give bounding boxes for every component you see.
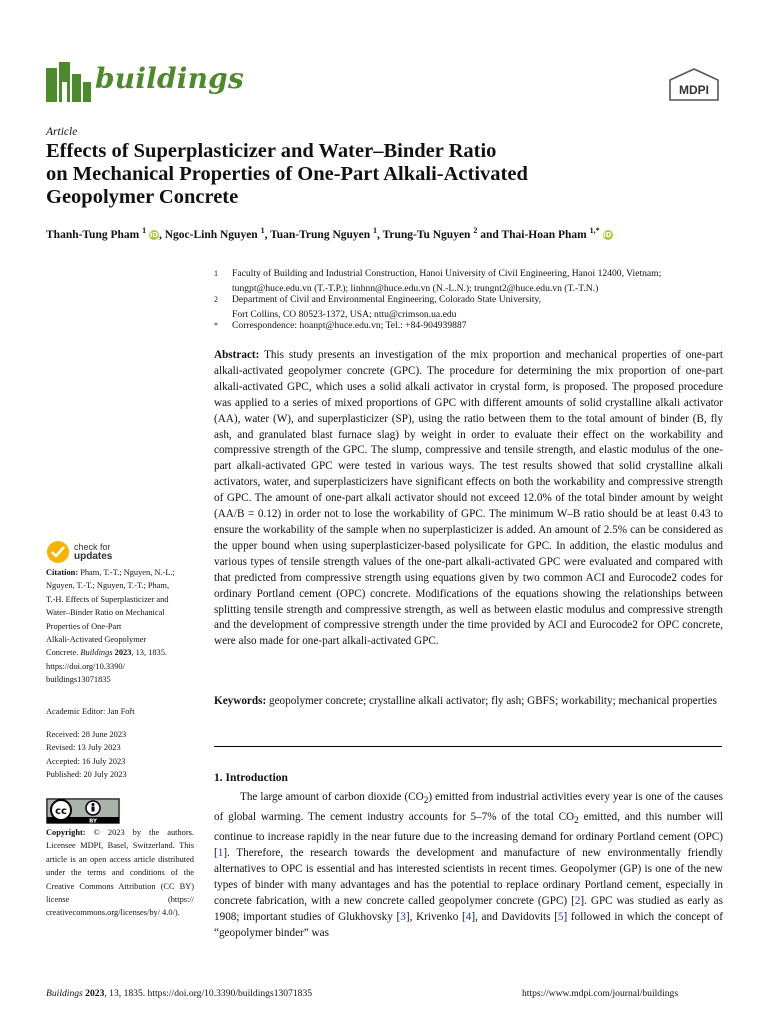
citation-doi[interactable]: buildings13071835 bbox=[46, 675, 111, 685]
date-revised: Revised: 13 July 2023 bbox=[46, 743, 121, 753]
section-heading: 1. Introduction bbox=[214, 772, 288, 784]
footer-citation bbox=[46, 988, 312, 999]
title-line: Effects of Superplasticizer and Water–Binder Ratio bbox=[46, 140, 497, 162]
cc-by-license-badge[interactable] bbox=[46, 798, 120, 824]
journal-name[interactable]: buildings bbox=[95, 62, 244, 95]
article-type: Article bbox=[46, 126, 78, 138]
author-affiliation-marker: 1 bbox=[260, 226, 265, 235]
copyright-notice bbox=[46, 826, 194, 920]
intro-text: ], Krivenko [ bbox=[405, 910, 466, 923]
abstract-label: Abstract: bbox=[214, 349, 260, 361]
citation-line: Nguyen, T.-T.; Nguyen, T.-T.; Pham, bbox=[46, 581, 170, 591]
citation-block bbox=[46, 566, 196, 687]
copyright-label: Copyright: bbox=[46, 828, 86, 837]
check-updates-icon bbox=[46, 540, 70, 564]
affiliation-marker: 1 bbox=[214, 269, 218, 278]
author-affiliation-marker: 1 bbox=[142, 226, 147, 235]
date-received: Received: 28 June 2023 bbox=[46, 730, 127, 739]
correspondence-line[interactable]: Correspondence: hoanpt@huce.edu.vn; Tel.: +84-904939887 bbox=[232, 320, 467, 331]
intro-text: ) emitted from industrial activities every year is one of the causes of global warming. The cement industry accounts for 5–7% of the total CO bbox=[214, 791, 724, 824]
keywords bbox=[214, 694, 723, 710]
intro-text: emitted, and this number will continue to increase rapidly in the near future due to the increasing demand for ordinary Portland cement (OPC) [ bbox=[214, 811, 723, 860]
orcid-icon[interactable]: iD bbox=[149, 230, 159, 239]
citation-doi[interactable]: https://doi.org/10.3390/ bbox=[46, 661, 125, 671]
publication-dates bbox=[46, 728, 196, 782]
author-name[interactable]: Trung-Tu Nguyen bbox=[382, 228, 471, 241]
citation-line: Pham, T.-T.; Nguyen, N.-L.; bbox=[78, 568, 175, 577]
reference-link[interactable]: 4 bbox=[465, 910, 472, 923]
affiliation-marker: 2 bbox=[214, 295, 218, 304]
intro-text: ], and Davidovits [ bbox=[471, 910, 558, 923]
affiliation-line: Department of Civil and Environmental Engineering, Colorado State University, bbox=[232, 294, 541, 305]
publisher-name: MDPI bbox=[679, 83, 709, 97]
footer-doi[interactable]: , 13, 1835. https://doi.org/10.3390/buildings13071835 bbox=[104, 988, 313, 999]
academic-editor: Academic Editor: Jan Fořt bbox=[46, 707, 135, 716]
subscript: 2 bbox=[574, 816, 579, 827]
affiliation-line[interactable]: tungpt@huce.edu.vn (T.-T.P.); linhnn@huce.edu.vn (N.-L.N.); trungnt2@huce.edu.vn (T.-T.N.) bbox=[232, 283, 599, 294]
intro-text: The large amount of carbon dioxide (CO bbox=[240, 791, 424, 803]
citation-line: T.-H. Effects of Superplasticizer and bbox=[46, 594, 169, 604]
author-name[interactable]: Thanh-Tung Pham bbox=[46, 228, 140, 241]
intro-text: ] followed in which the concept of “geopolymer binder” was bbox=[214, 910, 723, 939]
author-name[interactable]: Thai-Hoan Pham bbox=[501, 228, 587, 241]
check-updates-line: updates bbox=[74, 551, 113, 562]
cc-text: cc bbox=[55, 806, 67, 817]
affiliation-line[interactable]: Fort Collins, CO 80523-1372, USA; nttu@crimson.ua.edu bbox=[232, 309, 457, 320]
citation-line: Properties of One-Part bbox=[46, 621, 122, 631]
citation-line: Concrete. bbox=[46, 648, 81, 658]
footer-year: 2023 bbox=[82, 988, 105, 999]
keywords-label: Keywords: bbox=[214, 695, 267, 707]
section-divider bbox=[214, 746, 722, 747]
citation-line: Water–Binder Ratio on Mechanical bbox=[46, 608, 165, 618]
mdpi-logo[interactable] bbox=[668, 68, 720, 102]
footer-journal-url[interactable]: https://www.mdpi.com/journal/buildings bbox=[522, 988, 679, 999]
citation-label: Citation: bbox=[46, 568, 79, 577]
title-line: Geopolymer Concrete bbox=[46, 186, 239, 208]
author-name[interactable]: Tuan-Trung Nguyen bbox=[270, 228, 371, 241]
date-published: Published: 20 July 2023 bbox=[46, 770, 127, 780]
reference-link[interactable]: 3 bbox=[400, 910, 406, 923]
by-text: BY bbox=[89, 818, 97, 824]
reference-link[interactable]: 2 bbox=[574, 894, 581, 907]
abstract bbox=[214, 348, 723, 650]
author-name[interactable]: Ngoc-Linh Nguyen bbox=[164, 228, 258, 241]
affiliation-line: Faculty of Building and Industrial Construction, Hanoi University of Civil Engineering, Hanoi 12400, Vietnam; bbox=[232, 268, 662, 279]
citation-volume: , 13, 1835. bbox=[131, 648, 167, 658]
orcid-icon[interactable]: iD bbox=[603, 230, 612, 239]
reference-link[interactable]: 1 bbox=[217, 847, 224, 860]
author-affiliation-marker: 1 bbox=[373, 226, 378, 235]
abstract-text: This study presents an investigation of the mix proportion and mechanical properties of one-part alkali-activated geopolymer concrete (GPC). The procedure for determining the mix proportion of one-part alkali-activated GPC, which uses a solid alkali activator in crystal form, is proposed. The proposed procedure was applied to a series of mixed proportions of GPC with different amounts of solid crystalline alkali activator (AA), water (W), and superplasticizer (SP), using the ratio between them to the total amount of binder (B, fly ash, and granulated blast furnace slag) by weight in order to evaluate their effect on the workability and compressive strength of the GPC. The slump, compressive and tensile strength, and elastic modulus of the one-part alkali-activated GPC were tested in various ways. The test results showed that solid crystalline alkali activators, water, and superplasticizers have significant effects on both the workability and compressive strength of GPC. The amount of one-part alkali activator should not exceed 12.0% of the total binder amount by weight (AA/B = 0.12) in order not to lose the workability of GPC. The minimum W–B ratio should be at least 0.43 to ensure the workability of the sample when no superplasticizer is added. An amount of 2.5% can be considered as the upper bound when using superplasticizer-based polysilicate for GPC. In addition, the elastic modulus and various types of tensile strength values of the one-part alkali-activated GPC were evaluated and compared with that predicted from compressive strength using equations given by two common ACI and Eurocode2 codes for ordinary Portland cement (OPC) concrete. Modifications of the equations showing the relationships between splitting tensile strength and compressive strength, as well as between elastic modulus and compressive strength and the development of compressive strength under the time provided by ACI and Eurocode2 for OPC concrete, were also made for one-part alkali-activated GPC. bbox=[214, 349, 723, 648]
introduction-paragraph bbox=[214, 790, 723, 942]
article-title bbox=[46, 140, 736, 209]
journal-logo bbox=[46, 62, 92, 102]
check-for-updates[interactable] bbox=[46, 540, 166, 568]
citation-journal: Buildings bbox=[80, 648, 113, 658]
title-line: on Mechanical Properties of One-Part Alkali-Activated bbox=[46, 163, 528, 185]
citation-line: Alkali-Activated Geopolymer bbox=[46, 635, 147, 645]
copyright-text: © 2023 by the authors. Licensee MDPI, Basel, Switzerland. This article is an open access article distributed under the terms and conditions of the Creative Commons Attribution (CC BY) license (https:// creativecommons.org/licenses/by/ 4.0/). bbox=[46, 828, 194, 918]
author-list: Thanh-Tung Pham $^1$ iD, Ngoc-Linh Nguyen $^1$, Tuan-Trung Nguyen $^1$, Trung-Tu Nguyen $^2$ and Thai-Hoan Pham $^{1,*}$ iD bbox=[46, 226, 612, 241]
intro-text: ]. Therefore, the research towards the development and manufacture of new environmentally friendly alternatives to OPC is essential and has interested scientists in recent times. Geopolymer (GP) is one of the new types of binder with many advantages and has the potential to replace ordinary Portland cement, especially in concrete fabrication, with a new concrete called geopolymer concrete (GPC) [ bbox=[214, 847, 723, 907]
citation-year: 2023 bbox=[112, 648, 132, 658]
footer-journal: Buildings bbox=[46, 988, 83, 999]
affiliation-marker: * bbox=[214, 321, 218, 330]
check-updates-line: check for bbox=[74, 542, 111, 552]
intro-text: ]. GPC was studied as early as 1908; important studies of Glukhovsky [ bbox=[214, 894, 724, 923]
subscript: 2 bbox=[423, 796, 429, 807]
keywords-text: geopolymer concrete; crystalline alkali activator; fly ash; GBFS; workability; mechanical properties bbox=[269, 695, 717, 707]
author-affiliation-marker: 1,* bbox=[589, 226, 600, 235]
author-affiliation-marker: 2 bbox=[473, 226, 478, 235]
reference-link[interactable]: 5 bbox=[557, 910, 564, 923]
date-accepted: Accepted: 16 July 2023 bbox=[46, 756, 126, 766]
